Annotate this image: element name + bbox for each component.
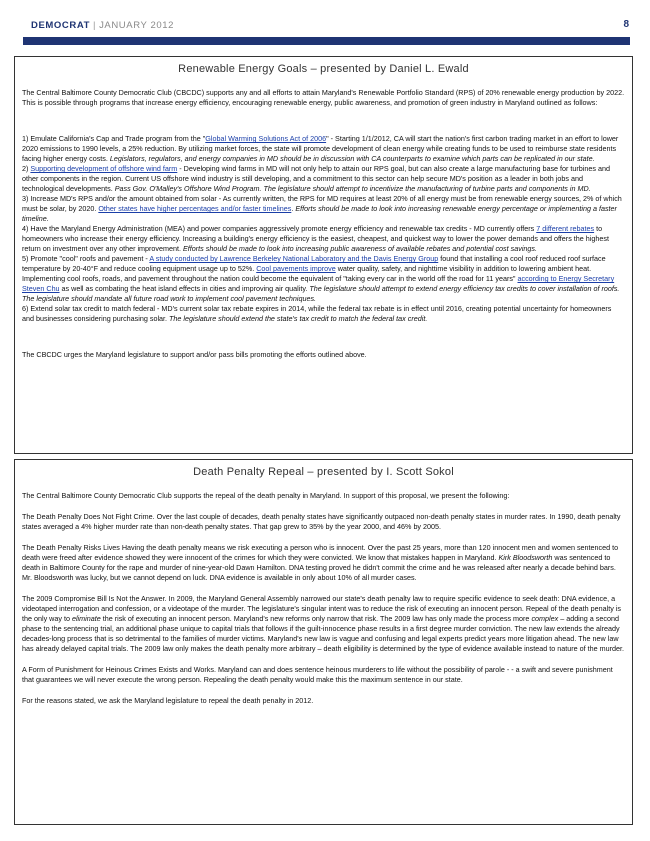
goal-item-5: 5) Promote "cool" roofs and pavement - A study conducted by Lawrence Berkeley National Laboratory and the Davis Energy Group found that installing a cool roof reduced roof surface temperature by 20-40°F and reduce cooling equipment usage up to 52%. Cool pavements improve water quality, safety, and nighttime visibility in addition to lowering ambient heat. Implementing cool roofs, roads, and pavement throughout the nation could become the equivalent of "taking every car in the world off the road for 11 years" according to Energy Secretary Steven Chu as well as combating the heat island effects in cities and improving air quality. The legislature should attempt to extend energy efficiency tax credits to cover installation of roofs. The legislature should mandate all future road work to implement cool pavement techniques.	[22, 254, 620, 303]
closing-paragraph: The CBCDC urges the Maryland legislature to support and/or pass bills promoting the efforts outlined above.	[22, 350, 367, 359]
rebates-link[interactable]: 7 different rebates	[536, 224, 595, 233]
berkeley-study-link[interactable]: A study conducted by Lawrence Berkeley National Laboratory and the Davis Energy Group	[149, 254, 439, 263]
masthead	[31, 20, 174, 31]
intro-paragraph: The Central Baltimore County Democratic Club supports the repeal of the death penalty in Maryland. In support of this proposal, we present the following:	[22, 491, 510, 500]
closing-paragraph: For the reasons stated, we ask the Maryland legislature to repeal the death penalty in 2012.	[22, 696, 314, 705]
header-rule	[23, 37, 630, 45]
goal-item-1: 1) Emulate California's Cap and Trade program from the "Global Warming Solutions Act of 2006" - Starting 1/1/2012, CA will start the nation's first carbon trading market in an effort to lower 2020 emissions to 1990 levels, a 25% reduction. By utilizing market forces, the state will promote development of clean energy while creating funds to be used to reimburse state residents facing higher energy costs. Legislators, regulators, and energy companies in MD should be in discussion with CA counterparts to examine which parts can be replicated in our state.	[22, 134, 619, 163]
publication-name: DEMOCRAT	[31, 20, 90, 31]
paragraph-risks: The Death Penalty Risks Lives Having the death penalty means we risk executing a person who is innocent. Over the past 25 years, more than 120 innocent men and women sentenced to death were freed after evidence showed they were innocent of the crimes for which they were convicted. We know that mistakes happen in Maryland. Kirk Bloodsworth was sentenced to death in Baltimore County for the rape and murder of nine-year-old Dawn Hamilton. DNA testing proved he didn't commit the crime and he was released after nearly a decade behind bars. Mr. Bloodsworth was lucky, but we cannot depend on luck. DNA evidence is available in only about 10% of all murder cases.	[22, 543, 619, 582]
global-warming-act-link[interactable]: Global Warming Solutions Act of 2006	[205, 134, 327, 143]
goal-item-4: 4) Have the Maryland Energy Administration (MEA) and power companies aggressively promote energy efficiency and renewable tax credits - MD currently offers 7 different rebates to homeowners who increase their energy efficiency. Increasing a building's energy efficiency is the easiest, cheapest, and quickest way to lower the power demands and offers the highest return on investment over any other improvement. Efforts should be made to look into increasing public awareness of available rebates and potential cost savings.	[22, 224, 609, 253]
issue-date: JANUARY 2012	[99, 20, 175, 31]
paragraph-compromise: The 2009 Compromise Bill Is Not the Answer. In 2009, the Maryland General Assembly narrowed our state's death penalty law to require specific evidence to seek death: DNA evidence, a videotaped interrogation and confession, or a videotape of the murder. The legislature's singular intent was to reduce the risk of executing an innocent person. Repeal of the death penalty is the only way to eliminate the risk of executing an innocent person. Maryland's new reforms only narrow that risk. The 2009 law has only made the process more complex – adding a second phase to the sentencing trial, an additional phase unique to capital trials that follows if the guilt-innocence phase results in a first degree murder conviction. The new law extends the already decades-long process that is so detrimental to the families of murder victims. Maryland's new law is vague and confusing and legal experts predict years more litigation ahead. The new law has already delayed capital trials. The 2009 law only makes the death penalty more arbitrary – death eligibility is determined by the type of evidence available instead to nature of the murder.	[22, 594, 624, 653]
page-number: 8	[623, 19, 629, 30]
section-body	[15, 88, 632, 360]
other-states-link[interactable]: Other states have higher percentages and/or faster timelines	[98, 204, 292, 213]
paragraph-punishment: A Form of Punishment for Heinous Crimes Exists and Works. Maryland can and does sentence heinous murderers to life without the possibility of parole - - a swift and severe punishment that guarantees we will never execute the wrong person. Repealing the death penalty would make this the maximum sentence in our state.	[22, 665, 613, 684]
cool-pavements-link[interactable]: Cool pavements improve	[256, 264, 336, 273]
death-penalty-section	[14, 459, 633, 825]
section-title: Renewable Energy Goals – presented by Daniel L. Ewald	[178, 63, 469, 75]
section-title: Death Penalty Repeal – presented by I. Scott Sokol	[193, 466, 454, 478]
goal-item-6: 6) Extend solar tax credit to match federal - MD's current solar tax rebate expires in 2014, while the federal tax rebate is in effect until 2016, creating potential uncertainty for homeowners and businesses considering purchasing solar. The legislature should extend the state's tax credit to match the federal tax credit.	[22, 304, 612, 323]
section-body	[15, 491, 632, 706]
paragraph-crime: The Death Penalty Does Not Fight Crime. Over the last couple of decades, death penalty states have significantly outpaced non-death penalty states in murder rates. In 1990, death penalty states averaged a 4% higher murder rate than non-death penalty states. That gap grew to 35% by the year 2000, and 46% by 2005.	[22, 512, 621, 531]
goal-item-2: 2) Supporting development of offshore wind farm - Developing wind farms in MD will not only help to attain our RPS goal, but can also create a large manufacturing base for turbines and other components in the region. Current US offshore wind industry is still developing, and a commitment to this sector can help secure MD's position as a leader in both jobs and technological developments. Pass Gov. O'Malley's Offshore Wind Program. The legislature should attempt to incentivize the manufacturing of turbine parts and components in MD.	[22, 164, 610, 193]
page-header	[31, 16, 631, 34]
intro-paragraph: The Central Baltimore County Democratic Club (CBCDC) supports any and all efforts to attain Maryland's Renewable Portfolio Standard (RPS) of 20% renewable energy production by 2022. This is possible through programs that increase energy efficiency, encouraging renewable energy, public awareness, and promotion of green industry in Maryland outlined as follows:	[22, 88, 625, 107]
energy-secretary-link[interactable]: according to Energy Secretary Steven Chu	[22, 274, 615, 293]
offshore-wind-link[interactable]: Supporting development of offshore wind farm	[30, 164, 178, 173]
goal-item-3: 3) Increase MD's RPS and/or the amount obtained from solar - As currently written, the RPS for MD requires at least 20% of all energy must be from renewable energy sources, 2% of which must be solar, by 2020. Other states have higher percentages and/or faster timelines. Efforts should be made to look into increasing renewable energy percentage or implementing a faster timeline.	[22, 194, 622, 223]
renewable-energy-section	[14, 56, 633, 454]
header-separator: |	[92, 20, 97, 31]
